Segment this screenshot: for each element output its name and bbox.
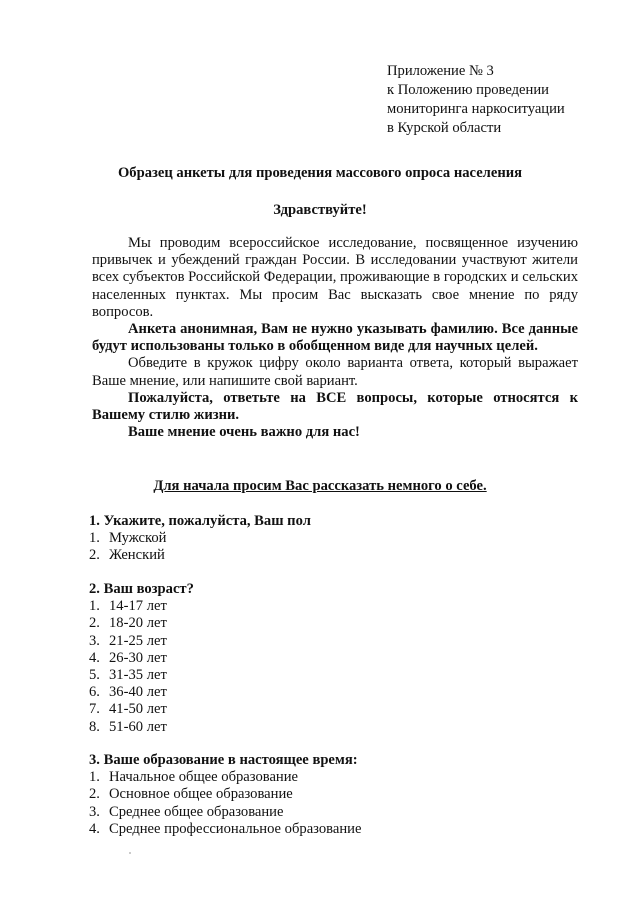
question-gender (89, 513, 311, 565)
option-number: 1. (89, 598, 100, 615)
option-number: 1. (89, 530, 100, 547)
option-text: 51-60 лет (109, 718, 167, 735)
answer-option[interactable] (89, 804, 361, 821)
answer-option[interactable] (89, 684, 194, 701)
answer-option[interactable] (89, 650, 194, 667)
option-text: Мужской (109, 530, 167, 547)
option-text: 31-35 лет (109, 667, 167, 684)
option-text: Среднее профессиональное образование (109, 820, 362, 837)
question-title: 3. Ваше образование в настоящее время: (89, 752, 358, 768)
intro-paragraph: Мы проводим всероссийское исследование, посвященное изучению привычек и убеждений граждан России. В исследовании участвуют жители всех субъектов Российской Федерации, проживающие в городских и сельских населенных пунктах. Мы просим Вас высказать свое мнение по ряду вопросов. (92, 235, 578, 320)
answer-options (89, 769, 361, 838)
intro-paragraph-anonymous: Анкета анонимная, Вам не нужно указывать фамилию. Все данные будут использованы только в обобщенном виде для научных целей. (92, 321, 578, 355)
option-number: 3. (89, 632, 100, 649)
answer-option[interactable] (89, 786, 361, 803)
option-text: 18-20 лет (109, 615, 167, 632)
scan-speck (129, 852, 131, 854)
option-number: 3. (89, 803, 100, 820)
question-title: 2. Ваш возраст? (89, 581, 194, 597)
option-number: 5. (89, 667, 100, 684)
option-text: Среднее общее образование (109, 803, 284, 820)
question-education (89, 752, 361, 838)
option-number: 4. (89, 820, 100, 837)
option-text: 21-25 лет (109, 632, 167, 649)
option-text: 26-30 лет (109, 649, 167, 666)
answer-option[interactable] (89, 769, 361, 786)
option-text: 36-40 лет (109, 684, 167, 701)
section-lead-in: Для начала просим Вас рассказать немного о себе. (153, 478, 487, 494)
appendix-reference (387, 62, 617, 138)
answer-option[interactable] (89, 667, 194, 684)
answer-option[interactable] (89, 701, 194, 718)
option-number: 2. (89, 547, 100, 564)
intro-paragraph-all-questions: Пожалуйста, ответьте на ВСЕ вопросы, которые относятся к Вашему стилю жизни. (92, 389, 578, 424)
question-title: 1. Укажите, пожалуйста, Ваш пол (89, 513, 311, 529)
appendix-line: Приложение № 3 (387, 63, 494, 79)
intro-paragraph-importance: Ваше мнение очень важно для нас! (128, 424, 360, 441)
answer-option[interactable] (89, 821, 361, 838)
answer-option[interactable] (89, 719, 194, 736)
greeting: Здравствуйте! (273, 202, 367, 218)
option-number: 7. (89, 701, 100, 718)
option-text: 14-17 лет (109, 598, 167, 615)
option-text: 41-50 лет (109, 701, 167, 718)
question-age (89, 581, 194, 736)
answer-option[interactable] (89, 615, 194, 632)
answer-option[interactable] (89, 633, 194, 650)
option-text: Начальное общее образование (109, 769, 299, 786)
option-number: 6. (89, 684, 100, 701)
option-number: 1. (89, 769, 100, 786)
option-number: 2. (89, 615, 100, 632)
document-title: Образец анкеты для проведения массового опроса населения (117, 165, 523, 181)
option-number: 2. (89, 786, 100, 803)
answer-option[interactable] (89, 530, 311, 547)
answer-options (89, 598, 194, 736)
appendix-line: мониторинга наркоситуации (387, 101, 565, 117)
option-text: Женский (109, 547, 165, 564)
answer-option[interactable] (89, 547, 311, 564)
answer-options (89, 530, 311, 564)
intro-text (92, 235, 578, 441)
appendix-line: в Курской области (387, 120, 502, 136)
answer-option[interactable] (89, 598, 194, 615)
option-number: 8. (89, 718, 100, 735)
intro-paragraph-instructions: Обведите в кружок цифру около варианта ответа, который выражает Ваше мнение, или напишите свой вариант. (92, 355, 578, 389)
option-text: Основное общее образование (109, 786, 293, 803)
appendix-line: к Положению проведении (387, 82, 549, 98)
option-number: 4. (89, 649, 100, 666)
